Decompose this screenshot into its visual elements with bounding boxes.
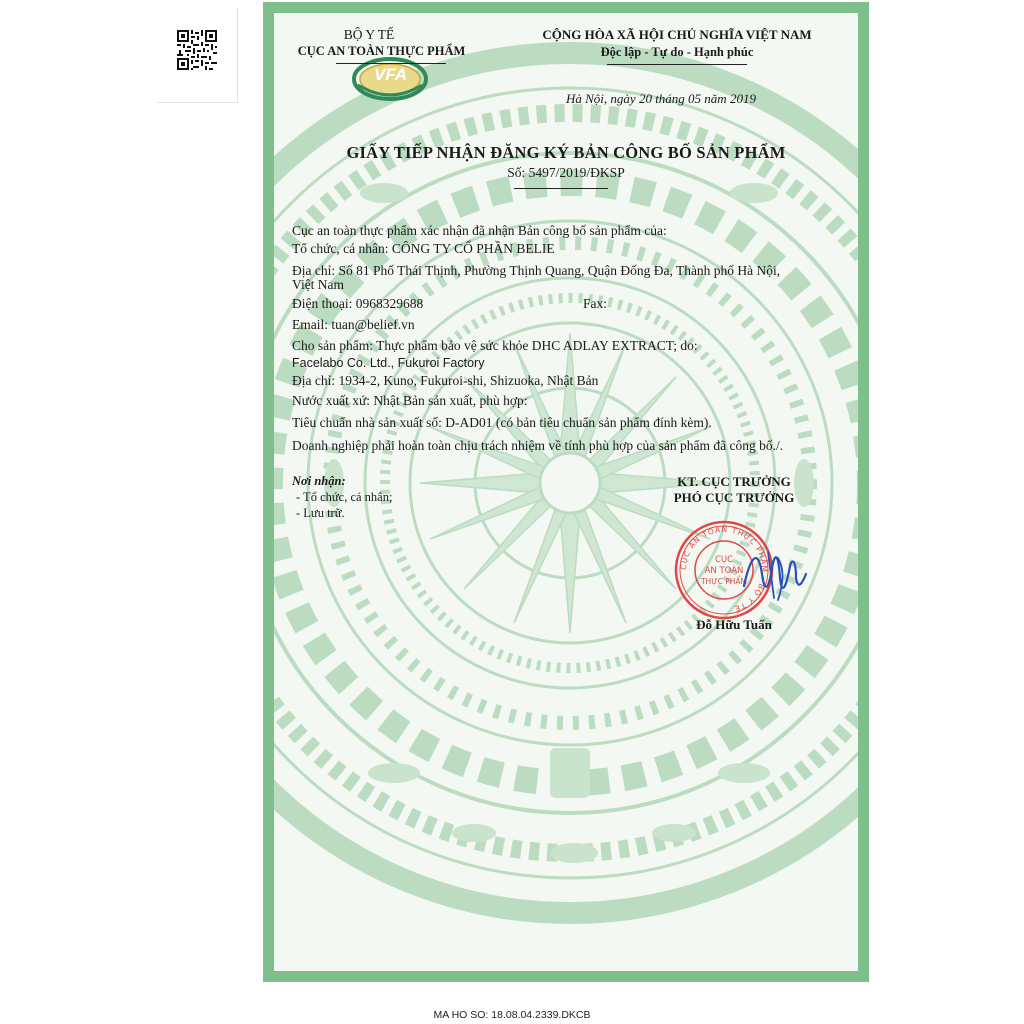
body-organization: Tổ chức, cá nhân: CÔNG TY CỔ PHẦN BELIE [292, 241, 555, 256]
certificate-title: GIẤY TIẾP NHẬN ĐĂNG KÝ BẢN CÔNG BỐ SẢN PHẨM [346, 143, 786, 162]
signer-role: KT. CỤC TRƯỞNG [677, 474, 791, 489]
agency-underline [336, 63, 446, 64]
body-manufacturer-address: Địa chỉ: 1934-2, Kuno, Fukuroi-shi, Shizuoka, Nhật Bản [292, 373, 599, 388]
recipient-item: - Tổ chức, cá nhân; [296, 490, 393, 504]
ministry-name: BỘ Y TẾ [343, 27, 395, 42]
title-underline [514, 188, 608, 189]
body-responsibility: Doanh nghiệp phải hoàn toàn chịu trách nhiệm về tính phù hợp của sản phẩm đã công bố./. [292, 438, 784, 453]
agency-name: CỤC AN TOÀN THỰC PHẨM [297, 44, 466, 58]
body-manufacturer: Facelabo Co. Ltd., Fukuroi Factory [292, 356, 485, 370]
vfa-logo-text: VFA [374, 65, 408, 84]
body-email: Email: tuan@belief.vn [292, 317, 415, 332]
signer-name: Đỗ Hữu Tuấn [696, 617, 772, 632]
svg-text:THỰC PHẨM: THỰC PHẨM [700, 577, 748, 586]
body-fax: Fax: [583, 296, 608, 311]
body-address: Địa chỉ: Số 81 Phố Thái Thịnh, Phường Thịnh Quang, Quận Đống Đa, Thành phố Hà Nội, [292, 263, 781, 278]
qr-code-icon [177, 30, 217, 70]
body-product: Cho sản phẩm: Thực phẩm bảo vệ sức khỏe DHC ADLAY EXTRACT; do: [292, 338, 698, 353]
national-motto: Độc lập - Tự do - Hạnh phúc [600, 45, 754, 59]
certificate-frame [263, 2, 869, 982]
country-name: CỘNG HÒA XÃ HỘI CHỦ NGHĨA VIỆT NAM [542, 27, 812, 42]
body-standard: Tiêu chuẩn nhà sản xuất số: D-AD01 (có bản tiêu chuẩn sản phẩm đính kèm). [292, 415, 712, 430]
handwritten-signature [738, 538, 828, 610]
body-phone: Điện thoại: 0968329688 [292, 296, 424, 311]
body-origin: Nước xuất xứ: Nhật Bản sản xuất, phù hợp: [292, 393, 528, 408]
dossier-code: MA HO SO: 18.08.04.2339.DKCB [433, 1009, 591, 1021]
signer-title: PHÓ CỤC TRƯỞNG [673, 490, 795, 505]
recipient-item: - Lưu trữ. [296, 506, 345, 520]
svg-text:AN TOÀN: AN TOÀN [704, 566, 744, 576]
motto-underline [607, 64, 747, 65]
certificate-paper [274, 13, 858, 971]
qr-code-card [157, 8, 238, 103]
svg-text:CỤC: CỤC [714, 555, 734, 565]
body-intro: Cục an toàn thực phẩm xác nhận đã nhận Bản công bố sản phẩm của: [292, 223, 667, 238]
place-and-date: Hà Nội, ngày 20 tháng 05 năm 2019 [566, 91, 756, 106]
recipients-label: Nơi nhận: [292, 474, 346, 488]
body-address-cont: Việt Nam [292, 277, 345, 292]
certificate-number: Số: 5497/2019/ĐKSP [507, 165, 625, 180]
svg-text:CỤC AN TOÀN THỰC PHẨM · BỘ Y T: CỤC AN TOÀN THỰC PHẨM · BỘ Y TẾ [678, 524, 770, 614]
